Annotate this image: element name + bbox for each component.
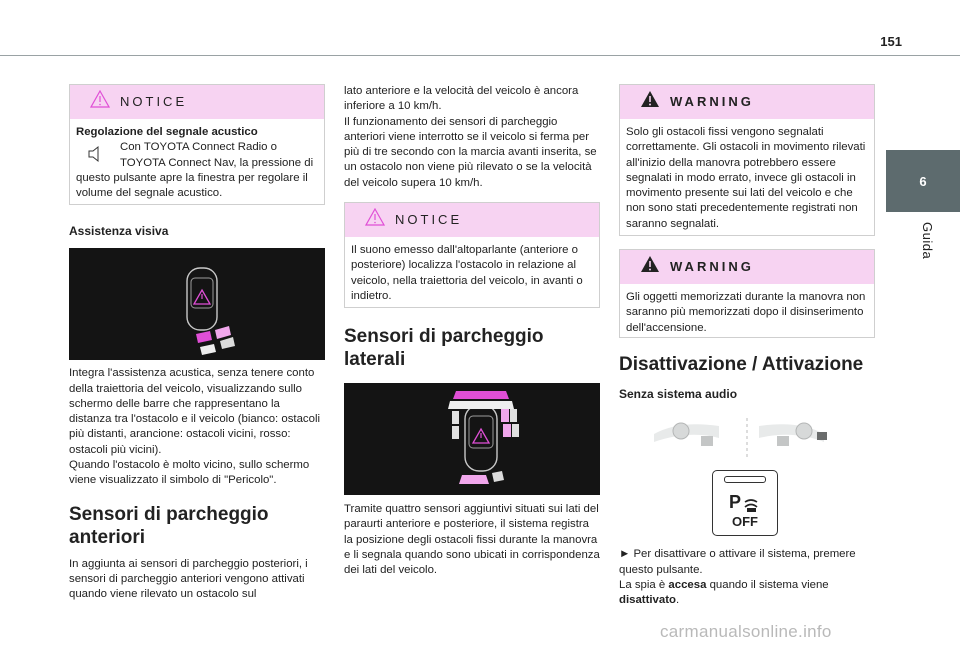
notice-box-2 <box>344 202 600 308</box>
chapter-tab[interactable]: 6 <box>886 150 960 212</box>
warning-title-1: WARNING <box>670 94 754 110</box>
warning-text-1: Solo gli ostacoli fissi vengono segnalati correttamente. Gli ostacoli in movimento rilevati all'inizio della manovra potrebbero essere segnalati in modo errato, invece gli ostacoli in movimento presente sui lati del veicolo e che non sono stati precedentemente registrati non saranno segnalati. <box>626 126 866 230</box>
notice-text-2: Il suono emesso dall'altoparlante (anteriore o posteriore) localizza l'ostacolo in relazione al veicolo, nella traiettoria del veicolo, in avanti o indietro. <box>351 244 583 302</box>
warning-header-2 <box>620 250 874 284</box>
lamp-off-word: disattivato <box>619 594 676 607</box>
visual-assist-text-2: Quando l'ostacolo è molto vicino, sullo schermo viene visualizzato il simbolo di "Pericolo". <box>69 459 310 487</box>
front-sensors-title: Sensori di parcheggio anteriori <box>69 503 269 548</box>
park-assist-off-button[interactable] <box>712 470 778 536</box>
lateral-sensors-image <box>344 383 600 495</box>
warning-box-2 <box>619 249 875 338</box>
warning-text-2: Gli oggetti memorizzati durante la manovra non saranno più memorizzati dopo il disinserimento dell'accensione. <box>626 291 866 334</box>
lateral-sensors-title: Sensori di parcheggio laterali <box>344 326 544 371</box>
column-3 <box>619 84 875 608</box>
chapter-label: Guida <box>920 222 935 260</box>
visual-assist-image <box>69 248 325 360</box>
lateral-sensors-text: Tramite quattro sensori aggiuntivi situati sui lati del paraurti anteriore e posteriore, il sistema registra la posizione degli ostacoli fissi durante la manovra e li segnala quando sono ubicati in corrispondenza dei lati del veicolo. <box>344 503 600 577</box>
no-audio-title: Senza sistema audio <box>619 387 738 401</box>
svg-text:P: P <box>729 492 742 513</box>
notice-header-2 <box>345 203 599 237</box>
page-number: 151 <box>880 34 902 49</box>
notice-title-2: NOTICE <box>395 212 463 228</box>
caution-triangle-icon <box>90 90 110 113</box>
visual-assist-text: Integra l'assistenza acustica, senza tenere conto della traiettoria del veicolo, visualizzando sullo schermo delle barre che rappresentano la distanza tra l'ostacolo e il veicolo (bianco: ostacoli più distanti, arancione: ostacoli vicini, rosso: ostacoli più vicini). <box>69 367 321 456</box>
lamp-status-text: La spia è accesa quando il sistema viene disattivato. <box>619 578 829 607</box>
lamp-on-word: accesa <box>668 578 707 591</box>
notice-title: NOTICE <box>120 94 188 110</box>
notice-text-rest: questo pulsante apre la finestra per regolare il volume del segnale acustico. <box>76 171 308 200</box>
caution-triangle-icon <box>365 208 385 231</box>
notice-text-indented: Con TOYOTA Connect Radio o TOYOTA Connect Nav, la pressione di <box>120 141 314 169</box>
speaker-icon <box>76 140 112 169</box>
notice-subtitle: Regolazione del segnale acustico <box>76 126 258 138</box>
warning-header-1 <box>620 85 874 119</box>
off-label: OFF <box>732 514 758 530</box>
warning-title-2: WARNING <box>670 259 754 275</box>
front-sensors-continued: lato anteriore e la velocità del veicolo è ancora inferiore a 10 km/h. <box>344 85 579 113</box>
column-2 <box>344 84 600 579</box>
front-sensors-text: In aggiunta ai sensori di parcheggio posteriori, i sensori di parcheggio anteriori vengono attivati quando viene rilevato un ostacolo sul <box>69 557 308 601</box>
front-sensors-continued-2: Il funzionamento dei sensori di parcheggio anteriori viene interrotto se il veicolo si ferma per più di tre secondo con la marcia avanti inserita, se un ostacolo non viene più rilevato o se la velocità del veicolo supera 10 km/h. <box>344 115 597 189</box>
watermark: carmanualsonline.info <box>660 622 832 641</box>
visual-assist-title: Assistenza visiva <box>69 224 169 238</box>
warning-triangle-icon <box>640 255 660 278</box>
notice-box <box>69 84 325 205</box>
header-divider <box>0 55 960 56</box>
notice-header <box>70 85 324 119</box>
deactivation-title: Disattivazione / Attivazione <box>619 354 864 375</box>
warning-box-1 <box>619 84 875 236</box>
instruction-text: ► Per disattivare o attivare il sistema, premere questo pulsante. <box>619 548 856 576</box>
column-1 <box>69 84 325 603</box>
warning-triangle-icon <box>640 90 660 113</box>
dashboard-illustration <box>619 416 875 460</box>
